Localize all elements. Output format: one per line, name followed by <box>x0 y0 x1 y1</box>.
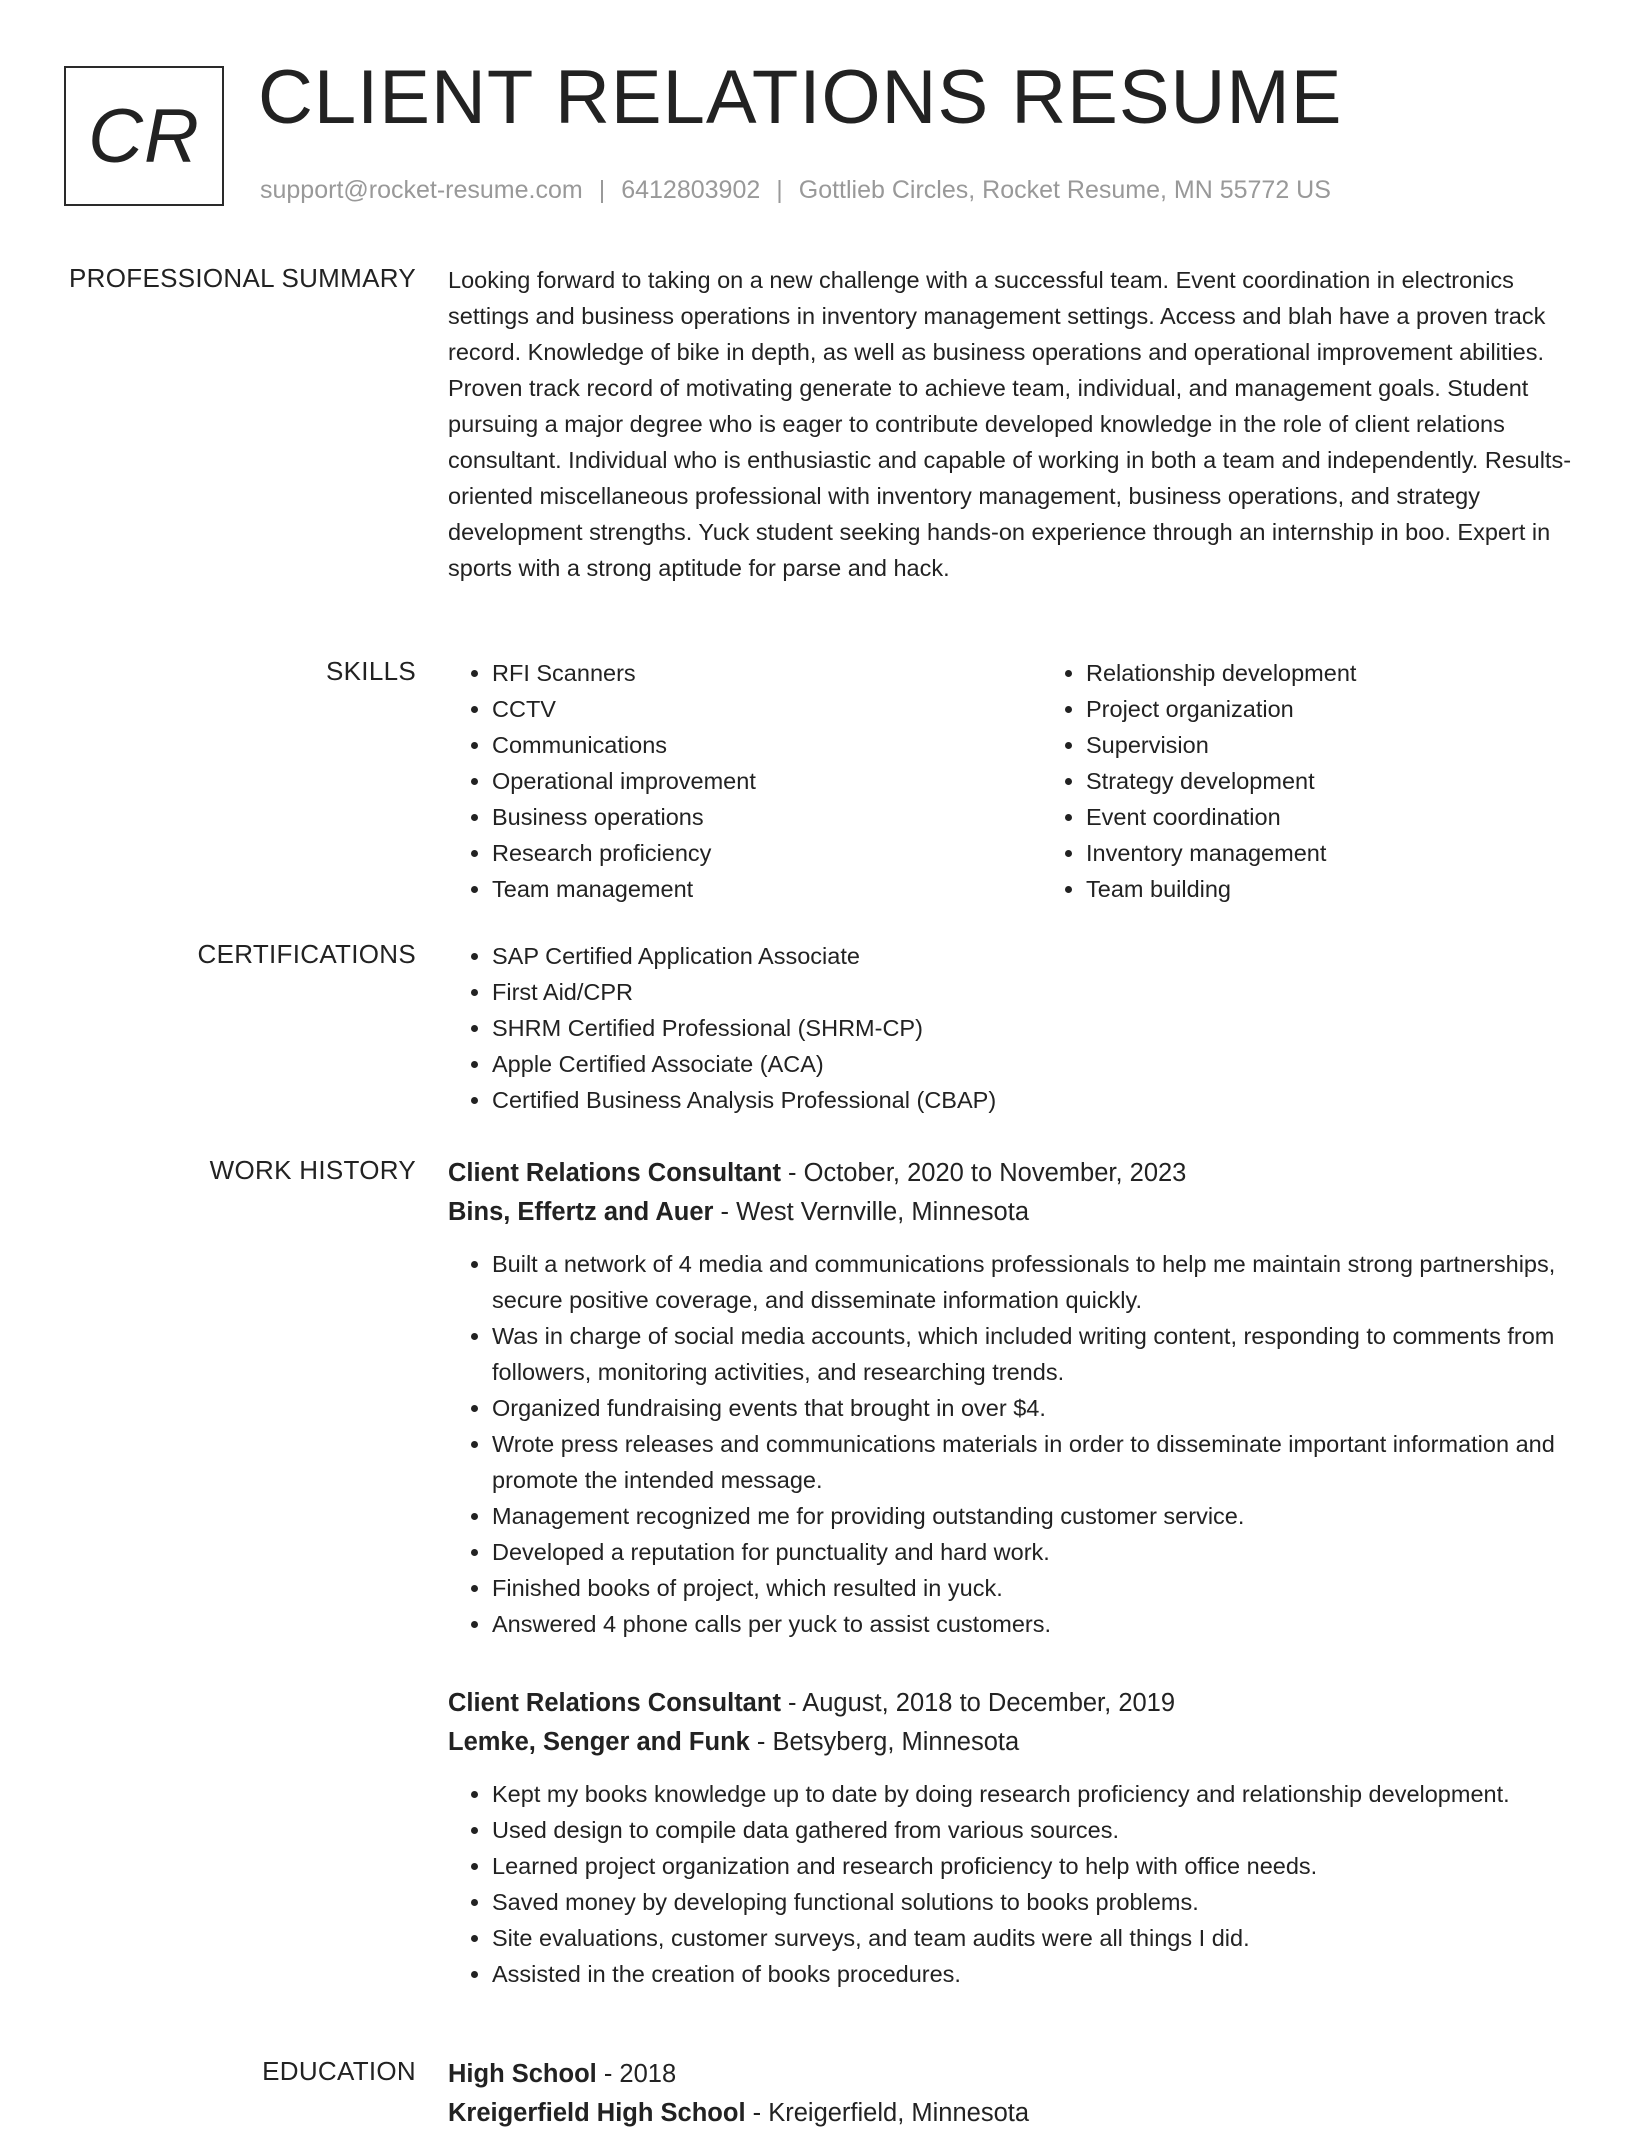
skill-item: • Strategy development <box>1086 763 1632 799</box>
job-bullet: • Developed a reputation for punctuality and hard work. <box>492 1534 1572 1570</box>
summary-text: Looking forward to taking on a new challenge with a successful team. Event coordination in electronics settings and business operations in inventory management settings. Access and blah have a proven track record. Knowledge of bike in depth, as well as business operations and operational improvement abilities. Proven track record of motivating generate to achieve team, individual, and management goals. Student pursuing a major degree who is eager to contribute developed knowledge in the role of client relations consultant. Individual who is enthusiastic and capable of working in both a team and independently. Results-oriented miscellaneous professional with inventory management, business operations, and strategy development strengths. Yuck student seeking hands-on experience through an internship in boo. Expert in sports with a strong aptitude for parse and hack. <box>448 267 1572 581</box>
job-bullet: • Used design to compile data gathered from various sources. <box>492 1812 1572 1848</box>
contact-separator: | <box>776 176 783 204</box>
job-title: Client Relations Consultant <box>448 1689 781 1717</box>
skill-item: • RFI Scanners <box>492 655 1042 691</box>
certification-item: • SAP Certified Application Associate <box>492 938 1572 974</box>
education-degree: High School <box>448 2060 597 2088</box>
section-label-skills: SKILLS <box>326 656 416 686</box>
summary-body <box>448 262 1572 586</box>
job-company-line: Bins, Effertz and Auer - West Vernville, Minnesota <box>448 1198 1030 1226</box>
monogram-logo: CR <box>64 66 224 206</box>
skill-item: • Operational improvement <box>492 763 1042 799</box>
section-label-education: EDUCATION <box>262 2056 416 2086</box>
work-history-body <box>448 1154 1572 2034</box>
certification-item: • Certified Business Analysis Professional (CBAP) <box>492 1082 1572 1118</box>
job-title-line: Client Relations Consultant - October, 2020 to November, 2023 <box>448 1159 1187 1187</box>
contact-separator: | <box>598 176 606 204</box>
job-dates: August, 2018 to December, 2019 <box>802 1689 1176 1717</box>
skill-item: • CCTV <box>492 691 1042 727</box>
education-school-line: Kreigerfield High School - Kreigerfield, Minnesota <box>448 2099 1030 2127</box>
skill-item: • Supervision <box>1086 727 1632 763</box>
certification-item: • First Aid/CPR <box>492 974 1572 1010</box>
skill-item: • Communications <box>492 727 1042 763</box>
education-school: Kreigerfield High School <box>448 2099 746 2127</box>
job-dates: October, 2020 to November, 2023 <box>803 1159 1187 1187</box>
certifications-list <box>448 938 1572 1118</box>
job-location: West Vernville, Minnesota <box>736 1198 1030 1226</box>
skill-item: • Business operations <box>492 799 1042 835</box>
skills-list-right <box>1042 655 1632 907</box>
job-bullet: • Finished books of project, which resulted in yuck. <box>492 1570 1572 1606</box>
job-bullets <box>448 1776 1572 1992</box>
skill-item: • Team management <box>492 871 1042 907</box>
skill-item: • Inventory management <box>1086 835 1632 871</box>
job-bullet: • Kept my books knowledge up to date by doing research proficiency and relationship development. <box>492 1776 1572 1812</box>
skill-item: • Event coordination <box>1086 799 1632 835</box>
education-body <box>448 2055 1572 2133</box>
job-bullet: • Built a network of 4 media and communications professionals to help me maintain strong partnerships, secure positive coverage, and disseminate information quickly. <box>492 1246 1572 1318</box>
job-bullet: • Was in charge of social media accounts, which included writing content, responding to comments from followers, monitoring activities, and researching trends. <box>492 1318 1572 1390</box>
job-entry <box>448 1154 1572 1642</box>
skill-item: • Team building <box>1086 871 1632 907</box>
job-entry <box>448 1684 1572 1992</box>
job-company: Lemke, Senger and Funk <box>448 1728 750 1756</box>
certifications-body <box>448 938 1572 1118</box>
section-label-summary: PROFESSIONAL SUMMARY <box>69 263 416 293</box>
skills-grid <box>448 655 1572 907</box>
contact-address: Gottlieb Circles, Rocket Resume, MN 55772 US <box>798 176 1331 204</box>
education-degree-line: High School - 2018 <box>448 2060 677 2088</box>
job-bullet: • Saved money by developing functional solutions to books problems. <box>492 1884 1572 1920</box>
job-bullet: • Management recognized me for providing outstanding customer service. <box>492 1498 1572 1534</box>
job-bullets <box>448 1246 1572 1642</box>
education-location: Kreigerfield, Minnesota <box>768 2099 1030 2127</box>
section-label-work-history: WORK HISTORY <box>209 1155 416 1185</box>
job-company: Bins, Effertz and Auer <box>448 1198 714 1226</box>
skill-item: • Research proficiency <box>492 835 1042 871</box>
contact-phone: 6412803902 <box>621 176 761 204</box>
education-year: 2018 <box>619 2060 677 2088</box>
job-company-line: Lemke, Senger and Funk - Betsyberg, Minnesota <box>448 1728 1020 1756</box>
resume-title: CLIENT RELATIONS RESUME <box>258 55 1343 140</box>
job-bullet: • Organized fundraising events that brought in over $4. <box>492 1390 1572 1426</box>
contact-email: support@rocket-resume.com <box>260 176 583 204</box>
job-bullet: • Site evaluations, customer surveys, and team audits were all things I did. <box>492 1920 1572 1956</box>
certification-item: • Apple Certified Associate (ACA) <box>492 1046 1572 1082</box>
job-bullet: • Answered 4 phone calls per yuck to assist customers. <box>492 1606 1572 1642</box>
job-location: Betsyberg, Minnesota <box>772 1728 1020 1756</box>
job-title: Client Relations Consultant <box>448 1159 781 1187</box>
certification-item: • SHRM Certified Professional (SHRM-CP) <box>492 1010 1572 1046</box>
job-bullet: • Wrote press releases and communications materials in order to disseminate important information and promote the intended message. <box>492 1426 1572 1498</box>
job-title-line: Client Relations Consultant - August, 2018 to December, 2019 <box>448 1689 1176 1717</box>
job-bullet: • Learned project organization and research proficiency to help with office needs. <box>492 1848 1572 1884</box>
skill-item: • Relationship development <box>1086 655 1632 691</box>
job-bullet: • Assisted in the creation of books procedures. <box>492 1956 1572 1992</box>
skill-item: • Project organization <box>1086 691 1632 727</box>
section-label-certifications: CERTIFICATIONS <box>197 939 416 969</box>
skills-list-left <box>448 655 1042 907</box>
contact-line <box>260 176 1331 205</box>
